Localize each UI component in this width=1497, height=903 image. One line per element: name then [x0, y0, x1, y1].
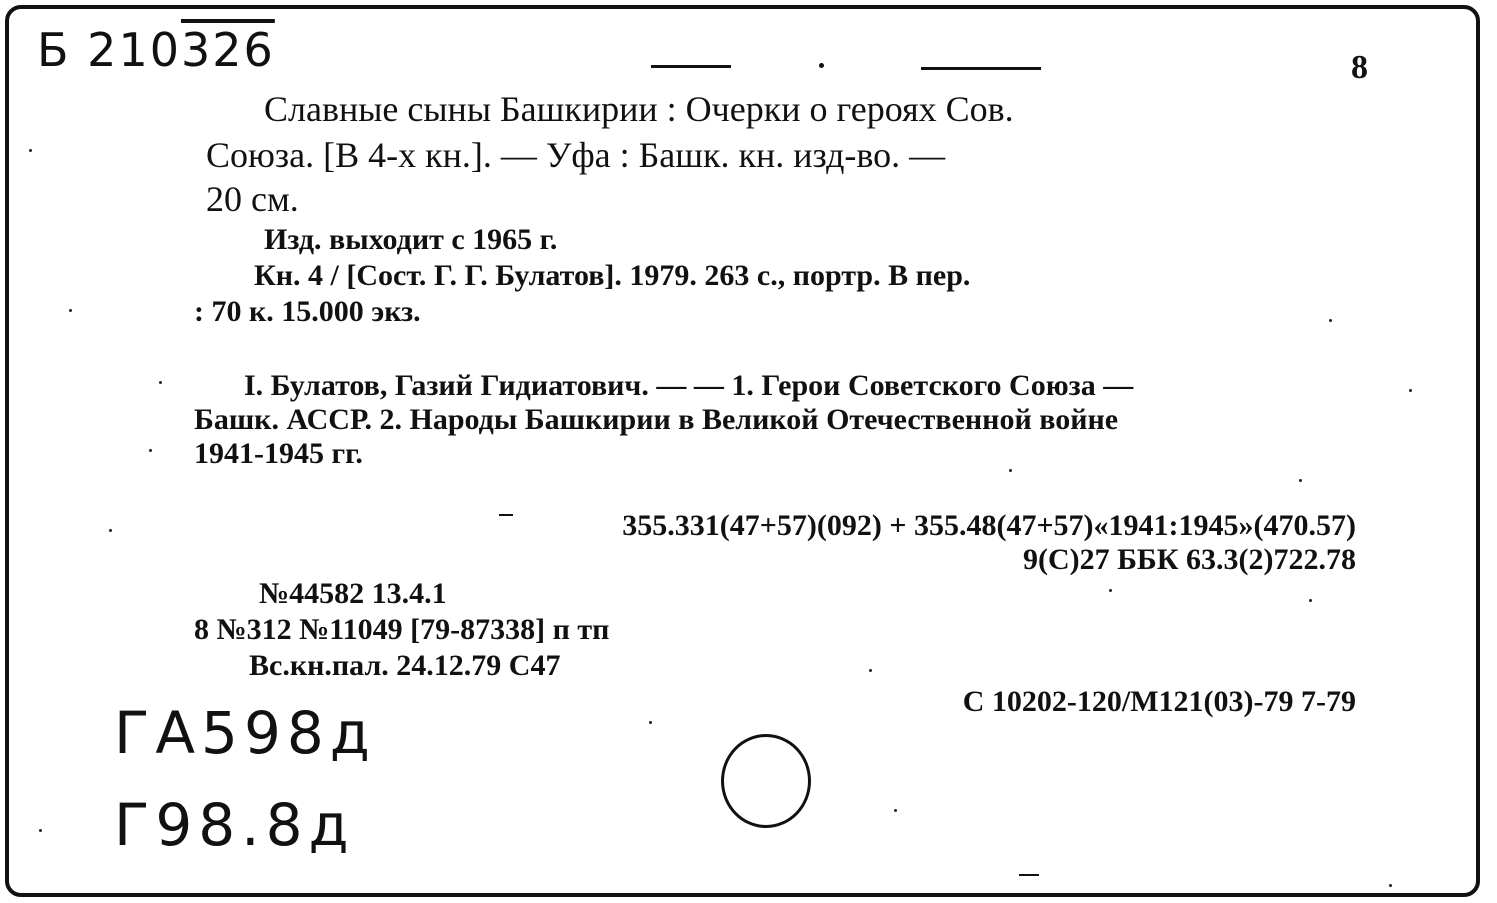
publication-note: Изд. выходит с 1965 г. — [264, 223, 558, 256]
price-code: С 10202-120/М121(03)-79 7-79 — [962, 685, 1356, 718]
speck — [1329, 319, 1332, 322]
tracing-line-1: I. Булатов, Газий Гидиатович. — — 1. Герои Советского Союза — — [244, 369, 1134, 402]
inventory-number-suffix: 326 — [180, 23, 275, 77]
speck — [1009, 469, 1012, 472]
speck — [109, 529, 112, 532]
volume-mark: 8 — [1351, 49, 1368, 86]
tracing-line-2: Башк. АССР. 2. Народы Башкирии в Великой Отечественной войне — [194, 403, 1119, 436]
speck — [39, 829, 42, 832]
speck — [1309, 599, 1312, 602]
circle-mark — [721, 734, 811, 828]
handwritten-shelfmark-1: ГА598д — [114, 699, 376, 767]
speck — [149, 449, 152, 452]
separator-dot — [819, 63, 824, 68]
title-line-1: Славные сыны Башкирии : Очерки о героях Сов. — [264, 89, 1014, 129]
book-line-2: : 70 к. 15.000 экз. — [194, 295, 421, 328]
udc-code: 355.331(47+57)(092) + 355.48(47+57)«1941:1945»(470.57) — [622, 509, 1356, 542]
speck — [1409, 389, 1412, 392]
catalog-card — [5, 5, 1480, 897]
book-line-1: Кн. 4 / [Сост. Г. Г. Булатов]. 1979. 263 с., портр. В пер. — [254, 259, 971, 292]
order-line: 8 №312 №11049 [79-87338] п тп — [194, 613, 610, 646]
title-line-3: 20 см. — [206, 179, 299, 219]
speck — [1389, 884, 1392, 887]
bbk-code: 9(С)27 ББК 63.3(2)722.78 — [1022, 543, 1356, 576]
speck — [69, 309, 72, 312]
speck — [649, 721, 652, 724]
chamber-line: Вс.кн.пал. 24.12.79 С47 — [249, 649, 561, 682]
speck-dash — [499, 514, 513, 516]
speck — [894, 809, 897, 812]
separator-dash — [921, 67, 1041, 70]
title-line-2: Союза. [В 4-х кн.]. — Уфа : Башк. кн. изд-во. — — [206, 135, 946, 175]
speck — [1109, 589, 1112, 592]
speck — [1299, 479, 1302, 482]
handwritten-inventory-number — [37, 23, 275, 77]
separator-dash — [651, 65, 731, 68]
speck — [29, 149, 32, 152]
handwritten-shelfmark-2: Г98.8д — [114, 791, 355, 859]
speck — [869, 669, 872, 672]
tracing-line-3: 1941-1945 гг. — [194, 437, 363, 470]
card-number: №44582 13.4.1 — [259, 577, 447, 610]
speck — [159, 381, 162, 384]
speck-dash — [1019, 874, 1039, 876]
inventory-number: Б 210 — [37, 23, 181, 77]
